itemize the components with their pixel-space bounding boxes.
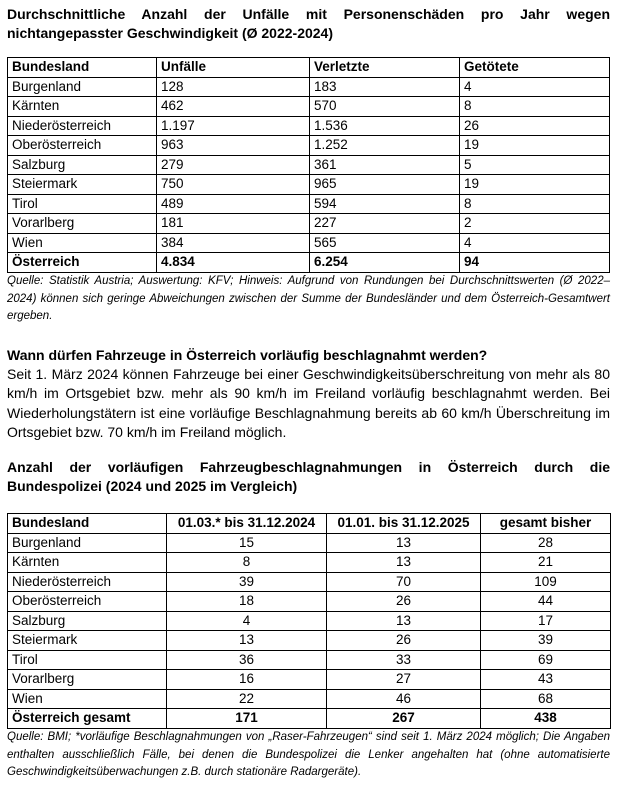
cell-getoetete: 5 xyxy=(460,155,610,175)
cell-2024: 22 xyxy=(167,689,327,709)
cell-2024: 4 xyxy=(167,611,327,631)
cell-2025: 33 xyxy=(327,650,481,670)
table2-title: Anzahl der vorläufigen Fahrzeugbeschlagnahmungen in Österreich durch die Bundespolizei (2024 und 2025 im Vergleich) xyxy=(7,459,610,494)
cell-2024: 16 xyxy=(167,670,327,690)
table-header-row xyxy=(8,514,611,534)
table-row xyxy=(8,650,611,670)
cell-getoetete: 4 xyxy=(460,77,610,97)
impound-info-section xyxy=(7,346,610,442)
cell-bundesland: Vorarlberg xyxy=(8,214,157,234)
header-getoetete: Getötete xyxy=(460,58,610,78)
cell-unfaelle: 750 xyxy=(157,175,310,195)
cell-2024: 39 xyxy=(167,572,327,592)
cell-2025: 26 xyxy=(327,592,481,612)
cell-unfaelle: 128 xyxy=(157,77,310,97)
table-row xyxy=(8,175,610,195)
cell-2024: 13 xyxy=(167,631,327,651)
cell-verletzte: 1.252 xyxy=(310,136,460,156)
cell-bundesland: Österreich xyxy=(8,253,157,273)
table-header-row xyxy=(8,58,610,78)
cell-unfaelle: 4.834 xyxy=(157,253,310,273)
cell-total: 68 xyxy=(481,689,611,709)
header-verletzte: Verletzte xyxy=(310,58,460,78)
cell-total: 43 xyxy=(481,670,611,690)
accidents-table xyxy=(7,57,610,273)
cell-getoetete: 8 xyxy=(460,97,610,117)
cell-bundesland: Steiermark xyxy=(8,631,167,651)
cell-bundesland: Steiermark xyxy=(8,175,157,195)
cell-2024: 15 xyxy=(167,533,327,553)
table-row xyxy=(8,670,611,690)
cell-bundesland: Oberösterreich xyxy=(8,136,157,156)
table-row xyxy=(8,572,611,592)
cell-total: 28 xyxy=(481,533,611,553)
cell-verletzte: 570 xyxy=(310,97,460,117)
header-unfaelle: Unfälle xyxy=(157,58,310,78)
cell-total: 17 xyxy=(481,611,611,631)
cell-unfaelle: 963 xyxy=(157,136,310,156)
cell-2025: 26 xyxy=(327,631,481,651)
section-title: Wann dürfen Fahrzeuge in Österreich vorläufig beschlagnahmt werden? xyxy=(7,347,488,363)
cell-bundesland: Kärnten xyxy=(8,553,167,573)
table-row xyxy=(8,689,611,709)
cell-total: 39 xyxy=(481,631,611,651)
table-row xyxy=(8,631,611,651)
cell-getoetete: 8 xyxy=(460,194,610,214)
table-total-row xyxy=(8,253,610,273)
impound-table xyxy=(7,513,611,729)
cell-verletzte: 594 xyxy=(310,194,460,214)
cell-bundesland: Vorarlberg xyxy=(8,670,167,690)
cell-getoetete: 2 xyxy=(460,214,610,234)
cell-verletzte: 565 xyxy=(310,233,460,253)
cell-bundesland: Wien xyxy=(8,233,157,253)
table-total-row xyxy=(8,709,611,729)
cell-bundesland: Oberösterreich xyxy=(8,592,167,612)
table-row xyxy=(8,214,610,234)
table-row xyxy=(8,155,610,175)
cell-2025: 13 xyxy=(327,533,481,553)
cell-verletzte: 183 xyxy=(310,77,460,97)
header-bundesland: Bundesland xyxy=(8,514,167,534)
cell-bundesland: Tirol xyxy=(8,650,167,670)
cell-getoetete: 94 xyxy=(460,253,610,273)
cell-2025: 27 xyxy=(327,670,481,690)
table-row xyxy=(8,592,611,612)
cell-verletzte: 965 xyxy=(310,175,460,195)
cell-bundesland: Kärnten xyxy=(8,97,157,117)
cell-bundesland: Österreich gesamt xyxy=(8,709,167,729)
cell-total: 44 xyxy=(481,592,611,612)
cell-2025: 70 xyxy=(327,572,481,592)
table-row xyxy=(8,136,610,156)
table-row xyxy=(8,116,610,136)
header-bundesland: Bundesland xyxy=(8,58,157,78)
cell-total: 69 xyxy=(481,650,611,670)
cell-verletzte: 227 xyxy=(310,214,460,234)
header-period-2025: 01.01. bis 31.12.2025 xyxy=(327,514,481,534)
cell-2024: 171 xyxy=(167,709,327,729)
cell-bundesland: Burgenland xyxy=(8,77,157,97)
cell-verletzte: 6.254 xyxy=(310,253,460,273)
cell-bundesland: Niederösterreich xyxy=(8,116,157,136)
cell-getoetete: 4 xyxy=(460,233,610,253)
cell-total: 21 xyxy=(481,553,611,573)
cell-getoetete: 26 xyxy=(460,116,610,136)
cell-unfaelle: 462 xyxy=(157,97,310,117)
header-total: gesamt bisher xyxy=(481,514,611,534)
cell-2024: 18 xyxy=(167,592,327,612)
cell-verletzte: 1.536 xyxy=(310,116,460,136)
cell-verletzte: 361 xyxy=(310,155,460,175)
cell-unfaelle: 181 xyxy=(157,214,310,234)
cell-2025: 13 xyxy=(327,611,481,631)
table-row xyxy=(8,77,610,97)
cell-2025: 46 xyxy=(327,689,481,709)
cell-getoetete: 19 xyxy=(460,175,610,195)
cell-bundesland: Salzburg xyxy=(8,155,157,175)
table-row xyxy=(8,611,611,631)
cell-2025: 267 xyxy=(327,709,481,729)
table-row xyxy=(8,553,611,573)
cell-bundesland: Niederösterreich xyxy=(8,572,167,592)
section-body: Seit 1. März 2024 können Fahrzeuge bei einer Geschwindigkeitsüberschreitung von mehr als 80 km/h im Ortsgebiet bzw. mehr als 90 km/h im Freiland vorläufig beschlagnahmt werden. Bei Wiederholungstätern ist eine vorläufige Beschlagnahmung bereits ab 60 km/h Überschreitung im Ortsgebiet bzw. 70 km/h im Freiland möglich. xyxy=(7,366,610,440)
cell-total: 438 xyxy=(481,709,611,729)
table-row xyxy=(8,533,611,553)
cell-bundesland: Salzburg xyxy=(8,611,167,631)
cell-bundesland: Wien xyxy=(8,689,167,709)
cell-getoetete: 19 xyxy=(460,136,610,156)
table-row xyxy=(8,233,610,253)
table-row xyxy=(8,194,610,214)
header-period-2024: 01.03.* bis 31.12.2024 xyxy=(167,514,327,534)
cell-unfaelle: 489 xyxy=(157,194,310,214)
table1-title: Durchschnittliche Anzahl der Unfälle mit Personenschäden pro Jahr wegen nichtangepasster Geschwindigkeit (Ø 2022-2024) xyxy=(7,6,610,41)
cell-total: 109 xyxy=(481,572,611,592)
cell-2024: 8 xyxy=(167,553,327,573)
cell-2025: 13 xyxy=(327,553,481,573)
cell-unfaelle: 1.197 xyxy=(157,116,310,136)
table-row xyxy=(8,97,610,117)
cell-unfaelle: 279 xyxy=(157,155,310,175)
cell-unfaelle: 384 xyxy=(157,233,310,253)
cell-2024: 36 xyxy=(167,650,327,670)
table1-source-note: Quelle: Statistik Austria; Auswertung: KFV; Hinweis: Aufgrund von Rundungen bei Durchschnittswerten (Ø 2022–2024) können sich geringe Abweichungen zwischen der Summe der Bundesländer und dem Österreich-Gesamtwert ergeben. xyxy=(7,275,610,322)
cell-bundesland: Tirol xyxy=(8,194,157,214)
cell-bundesland: Burgenland xyxy=(8,533,167,553)
table2-source-note: Quelle: BMI; *vorläufige Beschlagnahmungen von „Raser-Fahrzeugen“ sind seit 1. März 2024 möglich; Die Angaben enthalten ausschließlich Fälle, bei denen die Bundespolizei die Lenker angehalten hat (ohne automatisierte Geschwindigkeitsüberwachungen z.B. durch stationäre Radargeräte). xyxy=(7,731,610,778)
